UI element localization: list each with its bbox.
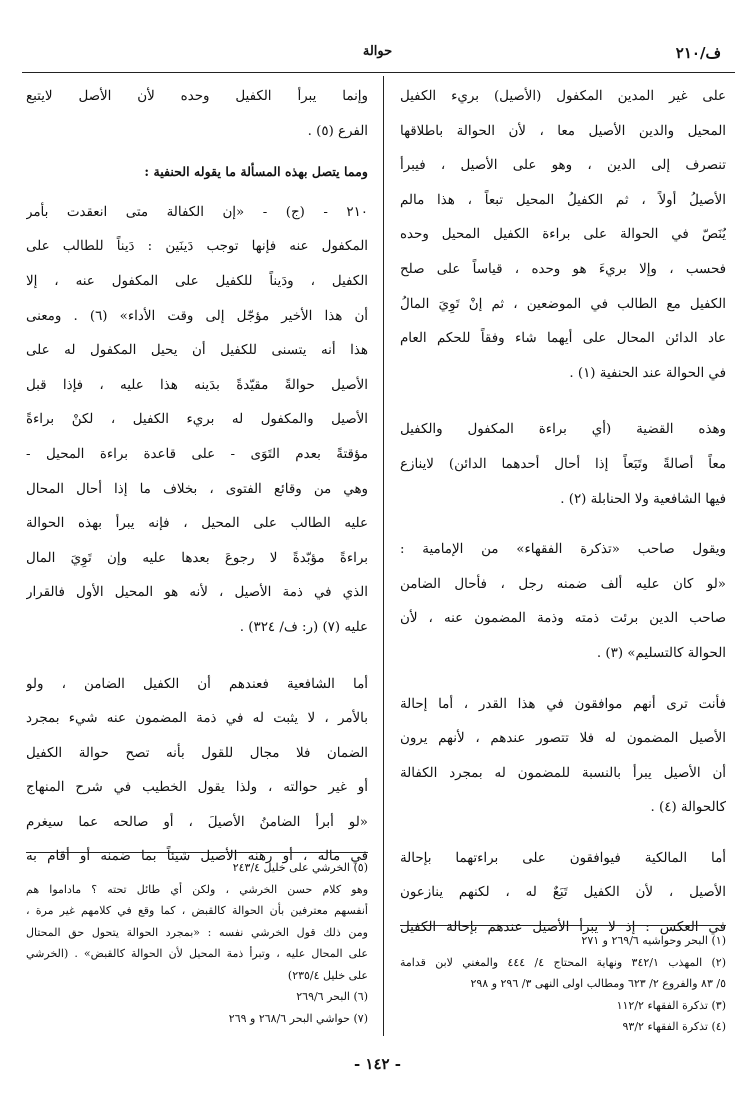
text-line: في الحوالة عند الحنفية (١) . xyxy=(569,365,726,381)
text-line: الأصيل حوالةً مقيّدةً بدَينه هذا عليه ، فإذا قبل xyxy=(26,377,368,393)
text-line: أما الشافعية فعندهم أن الكفيل الضامن ، ولو xyxy=(26,676,368,692)
text-line: أو غير حوالته ، ولذا يقول الخطيب في شرح المنهاج xyxy=(26,780,368,796)
text-line: «لو كان عليه ألف ضمنه رجل ، فأحال الضامن xyxy=(400,576,726,592)
footnote: وهو كلام حسن الخرشي ، ولكن أي طائل تحته ؟ ماداموا هم xyxy=(26,882,368,896)
text-line: المحيل والدين الأصيل معا ، لأن الحوالة باطلاقها xyxy=(400,123,726,139)
page-number: - ١٤٢ - xyxy=(353,1055,402,1073)
footnote: على خليل ٢٣٥/٤) xyxy=(287,968,368,982)
text-line: وهي من وقائع الفتوى ، بخلاف ما إذا أحال المحال xyxy=(26,481,368,497)
text-line: الأصيلُ أولاً ، ثم الكفيلُ المحيل تبعاً ، هذا مالم xyxy=(400,192,726,208)
footnote: على المحال عليه ، وتبرأ ذمة المحيل لأن الحوالة كالقبض» . (الخرشي xyxy=(26,947,368,960)
text-line: يُنَصّ في الحوالة على براءة الكفيل المحيل وحده xyxy=(400,227,726,243)
footnote: (٦) البحر ٢٦٩/٦ xyxy=(296,990,368,1003)
footnote-rule xyxy=(400,925,726,926)
text-line: كالحوالة (٤) . xyxy=(650,800,726,816)
footnote: ومن ذلك قول الخرشي نفسه : «بمجرد الحوالة يتحول حق المحتال xyxy=(26,925,368,939)
running-title: حوالة xyxy=(362,44,393,59)
header-rule xyxy=(22,72,735,73)
text-line: الأصيل والمكفول له بريء الكفيل ، لكنْ براءةً xyxy=(26,412,368,428)
text-line: عليه الطالب على المحيل ، فإنه يبرأ بهذه الحوالة xyxy=(26,516,368,532)
footnote: ٥/ ٨٣ والفروع ٢/ ٦٢٣ ومطالب اولى النهى ٣/ ٢٩٦ و ٢٩٨ xyxy=(470,977,726,990)
footnote: (٢) المهذب ٣٤٢/١ ونهاية المحتاج ٤/ ٤٤٤ والمغني لابن قدامة xyxy=(400,955,726,969)
text-line: وإنما يبرأ الكفيل وحده لأن الأصل لايتبع xyxy=(26,89,368,104)
text-line: صاحب الدين برئت ذمته وذمة المضمون عنه ، لأن xyxy=(400,611,726,627)
text-line: ويقول صاحب «تذكرة الفقهاء» من الإمامية : xyxy=(400,542,726,558)
footnote: (٣) تذكرة الفقهاء ١١٢/٢ xyxy=(616,998,726,1012)
text-line: الفرع (٥) . xyxy=(307,123,368,139)
text-line: الأصيل ، لأن الكفيل تَبَعٌ له ، لكنهم ينازعون xyxy=(400,885,726,901)
text-line: هذا أنه يتسنى للكفيل أن يحيل المكفول له على xyxy=(26,343,368,359)
footnote: (٤) تذكرة الفقهاء ٩٣/٢ xyxy=(622,1020,726,1033)
text-line: مؤقتةً بعدم التَوَى - على قاعدة براءة المحيل - xyxy=(26,446,368,462)
text-line: في ماله ، أو رهنه الأصيل شيئاً بما ضمنه أو أقام به xyxy=(26,849,368,865)
text-line: المكفول عنه فإنها توجب دَينَين : دَيناً للطالب على xyxy=(26,239,368,255)
text-line: أن هذا الأخير مؤجّل إلى وقت الأداء» (٦) . ومعنى xyxy=(26,308,368,324)
section-reference: ف/٢١٠ xyxy=(675,44,721,62)
left-column xyxy=(26,80,368,875)
text-line: أن الأصيل يبرأ بالنسبة للمضمون له بمجرد الكفالة xyxy=(400,765,726,781)
paragraph-number-line: ٢١٠ - (ج) - «إن الكفالة متى انعقدت بأمر xyxy=(26,204,368,220)
section-intro: ومما يتصل بهذه المسألة ما يقوله الحنفية : xyxy=(144,164,368,180)
footnote: (٥) الخرشي على خليل ٢٤٣/٤ xyxy=(232,861,368,874)
footnote-rule xyxy=(26,852,368,853)
text-line: الضمان فلا مجال للقول بأنه تصح حوالة الكفيل xyxy=(26,745,368,761)
text-line: فأنت ترى أنهم موافقون في هذا القدر ، أما إحالة xyxy=(400,696,726,712)
text-line: في العكس : إذ لا يبرأ الأصيل عندهم بإحالة الكفيل xyxy=(400,920,726,936)
right-footnotes xyxy=(400,925,726,1038)
text-line: الكفيل مع الطالب في الموضعين ، ثم إنْ تَوِيَ المالُ xyxy=(400,296,726,312)
text-line: أما المالكية فيوافقون على براءتهما بإحالة xyxy=(400,850,726,866)
text-line: تنصرف إلى الدين ، وهو على الأصيل ، فيبرأ xyxy=(400,158,726,174)
left-footnotes xyxy=(26,852,368,1029)
right-column xyxy=(400,80,726,946)
footnote: (٧) حواشي البحر ٢٦٨/٦ و ٢٦٩ xyxy=(228,1011,368,1025)
text-line: فيها الشافعية ولا الحنابلة (٢) . xyxy=(560,491,726,507)
text-line: معاً أصالةً وتَبَعاً إذا أحال أحدهما الدائن) لاينازع xyxy=(400,456,726,472)
text-line: براءةً مؤبّدةً لا رجوعَ بعدها عليه وإن تَوِيَ المال xyxy=(26,550,368,566)
footnote: أنفسهم معترفين بأن الحوالة كالقبض ، كما وقع في كلامهم غير مرة ، xyxy=(26,904,368,917)
text-line: «لو أبرأ الضامنُ الأصيلَ ، أو صالحه عما سيغرم xyxy=(26,814,368,830)
text-line: عاد الدائن المحال على أيهما شاء وفقاً للحكم العام xyxy=(400,331,726,347)
column-divider xyxy=(383,76,384,1036)
text-line: الحوالة كالتسليم» (٣) . xyxy=(596,645,726,661)
footnote: (١) البحر وحواشيه ٢٦٩/٦ و ٢٧١ xyxy=(581,934,726,947)
text-line: الأصيل المضمون له فلا تتصور عندهم ، لأنهم يرون xyxy=(400,731,726,747)
text-line: عليه (٧) (ر: ف/ ٣٢٤) . xyxy=(239,619,368,635)
text-line: فحسب ، وإلا بريءَ هو وحده ، قياساً على صلح xyxy=(400,261,726,277)
text-line: الكفيل ، ودَيناً للكفيل على المكفول عنه ، إلا xyxy=(26,273,368,289)
text-line: على غير المدين المكفول (الأصيل) بريء الكفيل xyxy=(400,89,726,104)
text-line: بالأمر ، لا يثبت له في ذمة المضمون عنه شيء بمجرد xyxy=(26,711,368,727)
text-line: الذي في ذمة الأصيل ، لأنه هو المحيل الأول فالقرار xyxy=(26,585,368,601)
text-line: وهذه القضية (أي براءة المكفول والكفيل xyxy=(400,422,726,438)
